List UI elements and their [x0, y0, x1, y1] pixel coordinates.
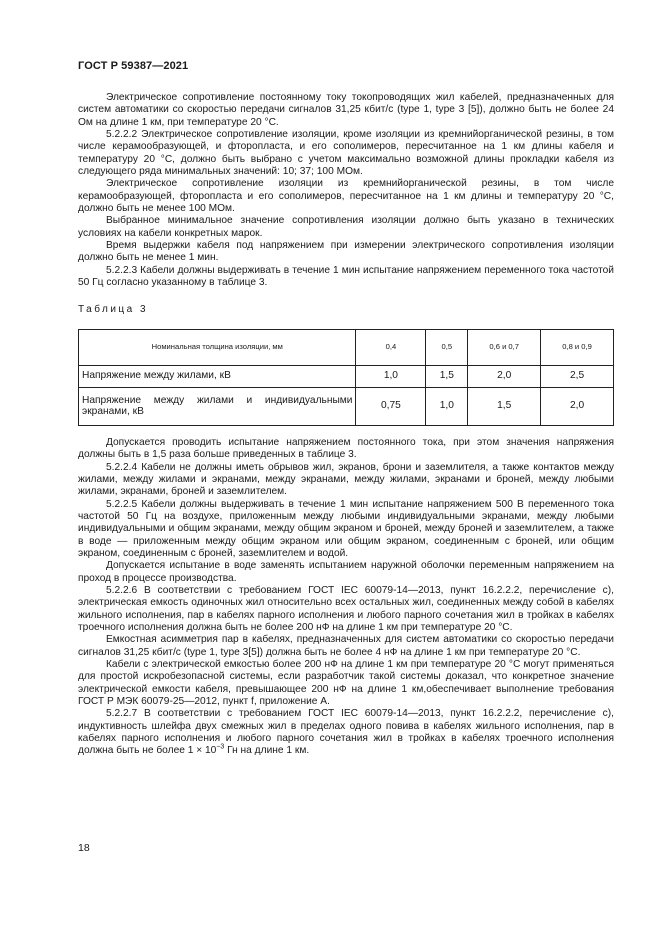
- table-row-label-line: Напряжение между жилами и индивидуальными: [82, 395, 353, 407]
- paragraph: Время выдержки кабеля под напряжением при измерении электрического сопротивления изоляции должно быть не менее 1 мин.: [78, 240, 614, 264]
- document-header: ГОСТ Р 59387—2021: [78, 60, 189, 72]
- table-header-cell: Номинальная толщина изоляции, мм: [79, 329, 356, 365]
- table-header-cell: 0,4: [356, 329, 426, 365]
- table-row-label: Напряжение между жилами, кВ: [79, 365, 356, 387]
- table-cell: 2,5: [541, 365, 614, 387]
- exponent: −3: [216, 744, 225, 752]
- table-cell: 2,0: [541, 387, 614, 425]
- paragraph: 5.2.2.4 Кабели не должны иметь обрывов жил, экранов, брони и заземлителя, а также контактов между жилами, между жилами и экранами, между экранами, между жилами, экранами и броней, между любыми жилами, экранами, броней и заземлителем.: [78, 461, 614, 498]
- table-cell: 1,5: [426, 365, 468, 387]
- paragraph: Допускается проводить испытание напряжением постоянного тока, при этом значения напряжения должны быть в 1,5 раза больше приведенных в таблице 3.: [78, 436, 614, 461]
- table-cell: 0,75: [356, 387, 426, 425]
- table-3: [78, 329, 614, 426]
- paragraph-text: 5.2.2.7 В соответствии с требованием ГОСТ IEC 60079-14—2013, пункт 16.2.2.2, перечисление с), индуктивность шлейфа двух смежных жил в пределах одного повива в кабелях жильного исполнения, пар в кабелях парного исполнения и любого парного сочетания жил в тройках в кабелях троечного исполнения должна быть не более 1 × 10: [78, 708, 614, 757]
- paragraph: Емкостная асимметрия пар в кабелях, предназначенных для систем автоматики со скоростью передачи сигналов 31,25 кбит/с (type 1, type 3[5]) должна быть не более 4 нФ на длине 1 км при температуре 20 °С.: [78, 634, 614, 658]
- table-caption: Таблица 3: [78, 303, 149, 315]
- table-row: [79, 387, 614, 425]
- paragraph: Допускается испытание в воде заменять испытанием наружной оболочки переменным напряжением на проход в процессе производства.: [78, 560, 614, 584]
- paragraph: 5.2.2.2 Электрическое сопротивление изоляции, кроме изоляции из кремнийорганической резины, в том числе керамообразующей, и фторопласта, и его сополимеров, пересчитанное на 1 км длины кабеля и температуру 20 °С, должно быть выбрано с учетом максимально возможной длины прокладки кабеля из следующего ряда минимальных значений: 10; 37; 100 МОм.: [78, 129, 614, 178]
- paragraph: Электрическое сопротивление постоянному току токопроводящих жил кабелей, предназначенных для систем автоматики со скоростью передачи сигналов 31,25 кбит/с (type 1, type 3 [5]), должно быть не более 24 Ом на длине 1 км, при температуре 20 °С.: [78, 92, 614, 128]
- page-body: [78, 92, 614, 758]
- paragraph: 5.2.2.6 В соответствии с требованием ГОСТ IEC 60079-14—2013, пункт 16.2.2.2, перечисление с), электрическая емкость одиночных жил относительно всех остальных жил, соединенных между собой в кабелях жильного исполнения, пар в кабелях парного исполнения и любого парного сочетания жил в тройках в кабелях троечного исполнения должна быть не более 200 нФ на длине 1 км при температуре 20 °С.: [78, 584, 614, 633]
- page-number: 18: [78, 842, 90, 854]
- paragraph: Электрическое сопротивление изоляции из кремнийорганической резины, в том числе керамообразующей, фторопласта и его сополимеров, пересчитанное на 1 км длины и температуру 20 °С, должно быть не менее 100 МОм.: [78, 178, 614, 215]
- paragraph: [78, 708, 614, 757]
- table-cell: 1,0: [426, 387, 468, 425]
- paragraph: Выбранное минимальное значение сопротивления изоляции должно быть указано в технических условиях на кабели конкретных марок.: [78, 215, 614, 239]
- paragraph: 5.2.2.5 Кабели должны выдерживать в течение 1 мин испытание напряжением 500 В переменного тока частотой 50 Гц на воздухе, приложенным между любыми индивидуальными экранами, между любыми индивидуальными и общим экранами, между общим экраном и броней, между броней и заземлителем, а также в воде — приложенным между общим экраном или общим экраном, соединенным с броней, или общим экраном, соединенным с броней, заземлителем и водой.: [78, 498, 614, 559]
- paragraph-text: Гн на длине 1 км.: [224, 745, 310, 757]
- table-cell: 2,0: [468, 365, 541, 387]
- table-header-cell: 0,5: [426, 329, 468, 365]
- table-cell: 1,0: [356, 365, 426, 387]
- table-header-cell: 0,6 и 0,7: [468, 329, 541, 365]
- paragraph: 5.2.2.3 Кабели должны выдерживать в течение 1 мин испытание напряжением переменного тока частотой 50 Гц согласно указанному в таблице 3.: [78, 264, 614, 289]
- table-row-label-line: экранами, кВ: [82, 406, 144, 418]
- table-row-label: [79, 387, 356, 425]
- table-row: [79, 365, 614, 387]
- table-header-cell: 0,8 и 0,9: [541, 329, 614, 365]
- table-header-row: [79, 329, 614, 365]
- paragraph: Кабели с электрической емкостью более 200 нФ на длине 1 км при температуре 20 °С могут применяться для простой искробезопасной системы, если разработчик такой системы доказал, что конкретное значение электрической емкости кабеля, превышающее 200 нФ на длине 1 км,обеспечивает выполнение требования ГОСТ Р МЭК 60079-25—2012, пункт f, приложение А.: [78, 659, 614, 708]
- table-cell: 1,5: [468, 387, 541, 425]
